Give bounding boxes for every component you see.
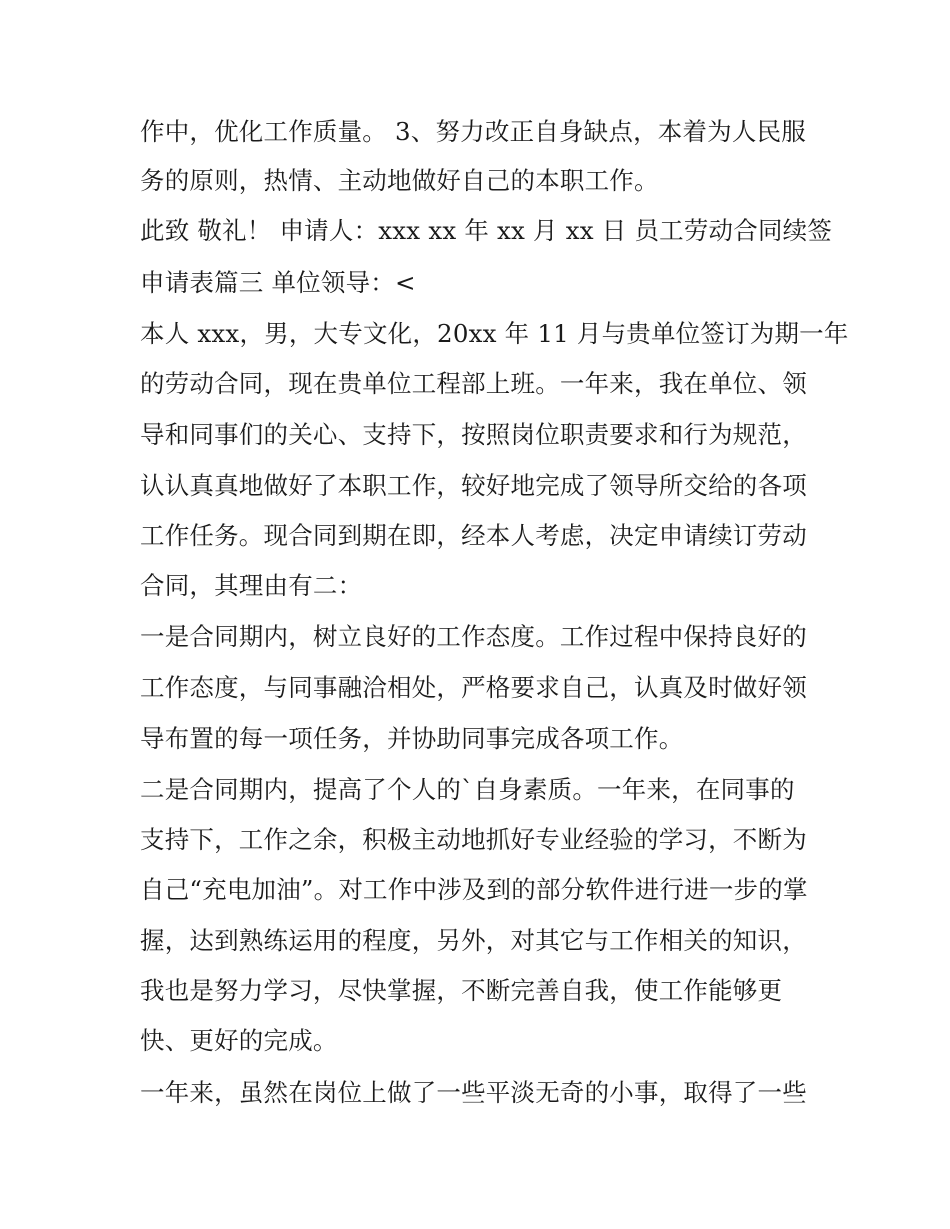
text-line: 此致 敬礼！ 申请人：xxx xx 年 xx 月 xx 日 员工劳动合同续签 [140,216,833,245]
text-line: 支持下，工作之余，积极主动地抓好专业经验的学习，不断为 [140,825,807,854]
text-line: 快、更好的完成。 [140,1026,338,1055]
text-line: 导布置的每一项任务，并协助同事完成各项工作。 [140,724,684,753]
text-line: 的劳动合同，现在贵单位工程部上班。一年来，我在单位、领 [140,369,807,398]
text-line: 一年来，虽然在岗位上做了一些平淡无奇的小事，取得了一些 [140,1078,807,1107]
text-line: 工作任务。现合同到期在即，经本人考虑，决定申请续订劳动 [140,521,807,550]
text-line: 导和同事们的关心、支持下，按照岗位职责要求和行为规范， [140,420,807,449]
text-line: 握，达到熟练运用的程度，另外，对其它与工作相关的知识， [140,926,807,955]
text-line: 认认真真地做好了本职工作，较好地完成了领导所交给的各项 [140,471,807,500]
text-line: 作中，优化工作质量。 3、努力改正自身缺点，本着为人民服 [140,117,806,146]
text-line: 自己“充电加油”。对工作中涉及到的部分软件进行进一步的掌 [140,875,808,904]
text-line: 合同，其理由有二： [140,571,363,600]
text-line: 本人 xxx，男，大专文化，20xx 年 11 月与贵单位签订为期一年 [140,319,849,348]
text-line: 务的原则，热情、主动地做好自己的本职工作。 [140,166,659,195]
text-line: 二是合同期内，提高了个人的`自身素质。一年来，在同事的 [140,775,795,804]
text-line: 工作态度，与同事融洽相处，严格要求自己，认真及时做好领 [140,673,807,702]
text-line: 我也是努力学习，尽快掌握，不断完善自我，使工作能够更 [140,976,783,1005]
text-line: 一是合同期内，树立良好的工作态度。工作过程中保持良好的 [140,622,807,651]
text-line: 申请表篇三 单位领导：< [140,268,416,297]
